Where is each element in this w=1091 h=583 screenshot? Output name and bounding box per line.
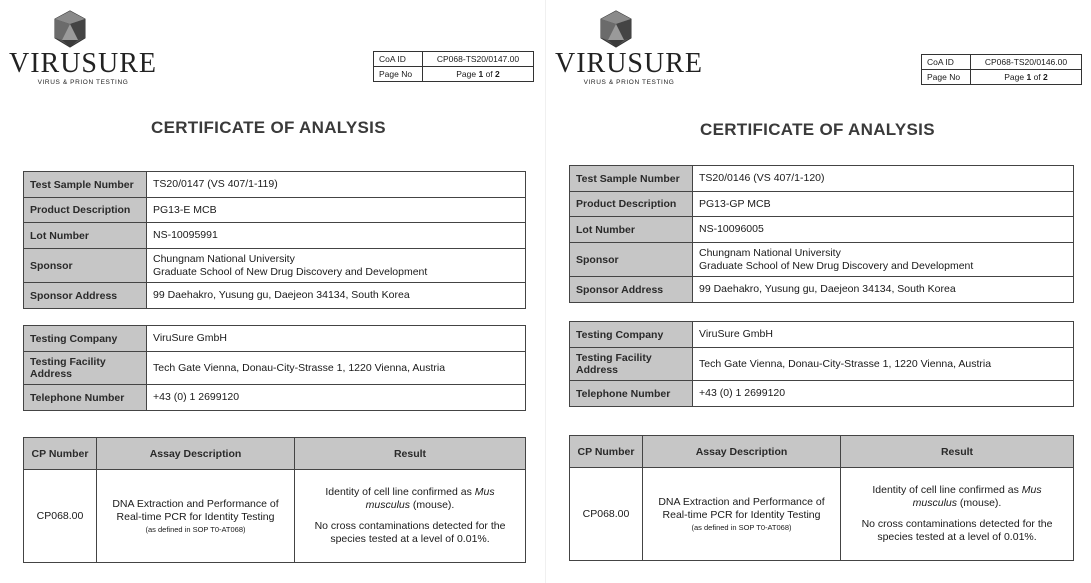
result-table xyxy=(23,437,526,563)
test-sample-number-label: Test Sample Number xyxy=(24,172,147,198)
testing-facility-value: Tech Gate Vienna, Donau-City-Strasse 1, 1220 Vienna, Austria xyxy=(147,352,526,385)
table-row xyxy=(570,348,1074,381)
testing-company-value: ViruSure GmbH xyxy=(693,322,1074,348)
table-row xyxy=(570,217,1074,243)
page-title: CERTIFICATE OF ANALYSIS xyxy=(700,120,935,139)
logo-wordmark: VIRUSURE xyxy=(8,48,157,79)
lot-number-value: NS-10096005 xyxy=(693,217,1074,243)
assay-description-cell: DNA Extraction and Performance of Real-time PCR for Identity Testing (as defined in SOP T0-AT068) xyxy=(97,470,295,563)
table-row xyxy=(570,243,1074,277)
sponsor-label: Sponsor xyxy=(24,249,147,283)
virusure-logo xyxy=(8,10,158,84)
table-row xyxy=(24,249,526,283)
result-table xyxy=(569,435,1074,561)
sample-info-table xyxy=(569,165,1074,303)
test-sample-number-value: TS20/0147 (VS 407/1-119) xyxy=(147,172,526,198)
logo-tagline: VIRUS & PRION TESTING xyxy=(37,79,129,86)
telephone-value: +43 (0) 1 2699120 xyxy=(693,381,1074,407)
result-cell: Identity of cell line confirmed as Mus musculus (mouse). No cross contaminations detected for the species tested at a level of 0.01%. xyxy=(841,468,1074,561)
coa-id-label: CoA ID xyxy=(922,55,971,70)
sop-reference: (as defined in SOP T0-AT068) xyxy=(145,524,246,534)
company-info-table xyxy=(23,325,526,411)
table-row xyxy=(24,385,526,411)
table-row xyxy=(24,352,526,385)
table-row xyxy=(570,381,1074,407)
cp-number-cell: CP068.00 xyxy=(570,468,643,561)
company-info-table xyxy=(569,321,1074,407)
table-row xyxy=(24,326,526,352)
test-sample-number-label: Test Sample Number xyxy=(570,166,693,192)
table-row xyxy=(24,172,526,198)
table-row xyxy=(24,283,526,309)
page-title: CERTIFICATE OF ANALYSIS xyxy=(151,118,386,137)
page-no-label: Page No xyxy=(374,67,423,82)
lot-number-label: Lot Number xyxy=(570,217,693,243)
logo-tagline: VIRUS & PRION TESTING xyxy=(583,79,675,86)
cp-number-cell: CP068.00 xyxy=(24,470,97,563)
sponsor-line-2: Graduate School of New Drug Discovery and Development xyxy=(153,265,428,278)
sponsor-address-label: Sponsor Address xyxy=(570,277,693,303)
table-row xyxy=(24,198,526,223)
telephone-label: Telephone Number xyxy=(570,381,693,407)
testing-facility-label: Testing Facility Address xyxy=(570,348,693,381)
table-row xyxy=(570,166,1074,192)
page-no-label: Page No xyxy=(922,70,971,85)
table-header-row xyxy=(570,436,1074,468)
assay-description-cell: DNA Extraction and Performance of Real-time PCR for Identity Testing (as defined in SOP T0-AT068) xyxy=(643,468,841,561)
cp-number-header: CP Number xyxy=(570,436,643,468)
table-row xyxy=(570,277,1074,303)
coa-id-box xyxy=(921,54,1082,85)
table-row xyxy=(570,192,1074,217)
table-header-row xyxy=(24,438,526,470)
result-header: Result xyxy=(841,436,1074,468)
sponsor-address-label: Sponsor Address xyxy=(24,283,147,309)
virusure-logo xyxy=(554,10,704,84)
sponsor-value xyxy=(693,243,1074,277)
testing-facility-label: Testing Facility Address xyxy=(24,352,147,385)
lot-number-value: NS-10095991 xyxy=(147,223,526,249)
product-description-value: PG13-E MCB xyxy=(147,198,526,223)
result-header: Result xyxy=(295,438,526,470)
polyhedron-logo-icon xyxy=(52,10,88,48)
cp-number-header: CP Number xyxy=(24,438,97,470)
telephone-value: +43 (0) 1 2699120 xyxy=(147,385,526,411)
assay-description-header: Assay Description xyxy=(97,438,295,470)
testing-company-label: Testing Company xyxy=(24,326,147,352)
table-row xyxy=(24,470,526,563)
lot-number-label: Lot Number xyxy=(24,223,147,249)
polyhedron-logo-icon xyxy=(598,10,634,48)
sponsor-line-1: Chungnam National University xyxy=(699,246,841,259)
coa-id-value: CP068-TS20/0146.00 xyxy=(971,55,1082,70)
table-row xyxy=(570,468,1074,561)
product-description-label: Product Description xyxy=(24,198,147,223)
sponsor-label: Sponsor xyxy=(570,243,693,277)
telephone-label: Telephone Number xyxy=(24,385,147,411)
testing-company-value: ViruSure GmbH xyxy=(147,326,526,352)
testing-facility-value: Tech Gate Vienna, Donau-City-Strasse 1, 1220 Vienna, Austria xyxy=(693,348,1074,381)
sponsor-address-value: 99 Daehakro, Yusung gu, Daejeon 34134, South Korea xyxy=(147,283,526,309)
coa-id-value: CP068-TS20/0147.00 xyxy=(423,52,534,67)
page-no-value: Page 1 of 2 xyxy=(423,67,534,82)
product-description-value: PG13-GP MCB xyxy=(693,192,1074,217)
sop-reference: (as defined in SOP T0-AT068) xyxy=(691,522,792,532)
test-sample-number-value: TS20/0146 (VS 407/1-120) xyxy=(693,166,1074,192)
table-row xyxy=(570,322,1074,348)
table-row xyxy=(24,223,526,249)
testing-company-label: Testing Company xyxy=(570,322,693,348)
logo-wordmark: VIRUSURE xyxy=(554,48,703,79)
sponsor-value xyxy=(147,249,526,283)
sponsor-address-value: 99 Daehakro, Yusung gu, Daejeon 34134, South Korea xyxy=(693,277,1074,303)
sponsor-line-1: Chungnam National University xyxy=(153,252,295,265)
page-no-value: Page 1 of 2 xyxy=(971,70,1082,85)
coa-id-box xyxy=(373,51,534,82)
certificate-page-left xyxy=(0,0,545,583)
certificate-page-right xyxy=(546,0,1091,583)
sponsor-line-2: Graduate School of New Drug Discovery and Development xyxy=(699,259,974,272)
sample-info-table xyxy=(23,171,526,309)
assay-description-header: Assay Description xyxy=(643,436,841,468)
result-cell: Identity of cell line confirmed as Mus musculus (mouse). No cross contaminations detected for the species tested at a level of 0.01%. xyxy=(295,470,526,563)
coa-id-label: CoA ID xyxy=(374,52,423,67)
product-description-label: Product Description xyxy=(570,192,693,217)
